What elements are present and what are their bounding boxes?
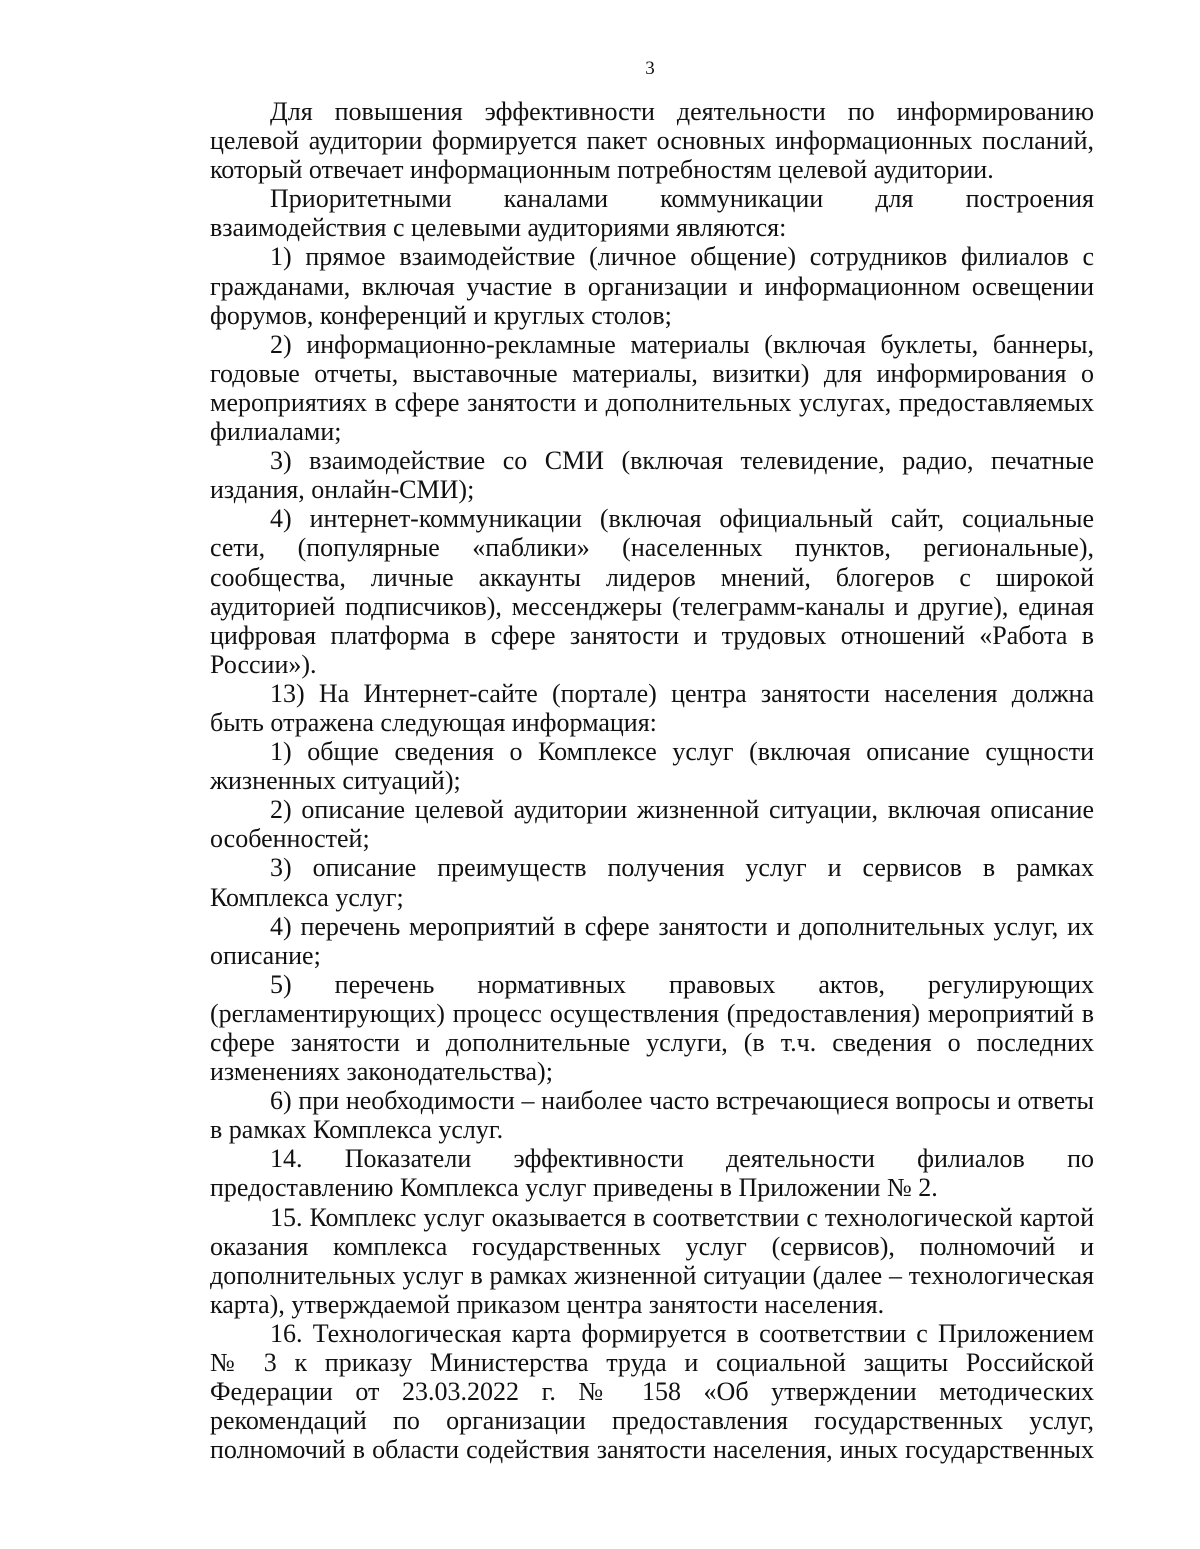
paragraph-technology-map: 15. Комплекс услуг оказывается в соответствии с технологической картой оказания комплекса государственных услуг (сервисов), полномочий и дополнительных услуг в рамках жизненной ситуации (далее – технологическая карта), утверждаемой приказом центра занятости населения. <box>210 1202 1094 1319</box>
list-item-legal-acts: 5) перечень нормативных правовых актов, регулирующих (регламентирующих) процесс осуществления (предоставления) мероприятий в сфере занятости и дополнительные услуги, (в т.ч. сведения о последних изменениях законодательства); <box>210 969 1094 1087</box>
paragraph-technology-map-formation: 16. Технологическая карта формируется в соответствии с Приложением № 3 к приказу Министерства труда и социальной защиты Российской Федерации от 23.03.2022 г. № 158 «Об утверждении методических рекомендаций по организации предоставления государственных услуг, полномочий в области содействия занятости населения, иных государственных <box>210 1318 1094 1465</box>
list-item-internet-communications: 4) интернет-коммуникации (включая официальный сайт, социальные сети, (популярные «паблики» (населенных пунктов, региональные), сообщества, личные аккаунты лидеров мнений, блогеров с широкой аудиторией подписчиков), мессенджеры (телеграмм-каналы и другие), единая цифровая платформа в сфере занятости и трудовых отношений «Работа в России»). <box>210 504 1094 679</box>
list-item-general-info: 1) общие сведения о Комплексе услуг (включая описание сущности жизненных ситуаций); <box>210 737 1094 796</box>
paragraph-website-info: 13) На Интернет-сайте (портале) центра занятости населения должна быть отражена следующая информация: <box>210 678 1094 737</box>
list-item-direct-interaction: 1) прямое взаимодействие (личное общение) сотрудников филиалов с гражданами, включая участие в организации и информационном освещении форумов, конференций и круглых столов; <box>210 242 1094 330</box>
list-item-media-interaction: 3) взаимодействие со СМИ (включая телевидение, радио, печатные издания, онлайн-СМИ); <box>210 446 1094 505</box>
paragraph-performance-indicators: 14. Показатели эффективности деятельности филиалов по предоставлению Комплекса услуг приведены в Приложении № 2. <box>210 1144 1094 1203</box>
list-item-faq: 6) при необходимости – наиболее часто встречающиеся вопросы и ответы в рамках Комплекса услуг. <box>210 1086 1094 1145</box>
list-item-advantages: 3) описание преимуществ получения услуг и сервисов в рамках Комплекса услуг; <box>210 853 1094 912</box>
document-body <box>210 97 1094 1464</box>
paragraph-priority-channels: Приоритетными каналами коммуникации для построения взаимодействия с целевыми аудиториями являются: <box>210 184 1094 243</box>
list-item-advertising-materials: 2) информационно-рекламные материалы (включая буклеты, баннеры, годовые отчеты, выставочные материалы, визитки) для информирования о мероприятиях в сфере занятости и дополнительных услугах, предоставляемых филиалами; <box>210 329 1094 447</box>
page-number: 3 <box>645 58 655 79</box>
paragraph-info-package: Для повышения эффективности деятельности по информированию целевой аудитории формируется пакет основных информационных посланий, который отвечает информационным потребностям целевой аудитории. <box>210 97 1094 185</box>
list-item-events-list: 4) перечень мероприятий в сфере занятости и дополнительных услуг, их описание; <box>210 911 1094 970</box>
list-item-target-audience: 2) описание целевой аудитории жизненной ситуации, включая описание особенностей; <box>210 795 1094 854</box>
